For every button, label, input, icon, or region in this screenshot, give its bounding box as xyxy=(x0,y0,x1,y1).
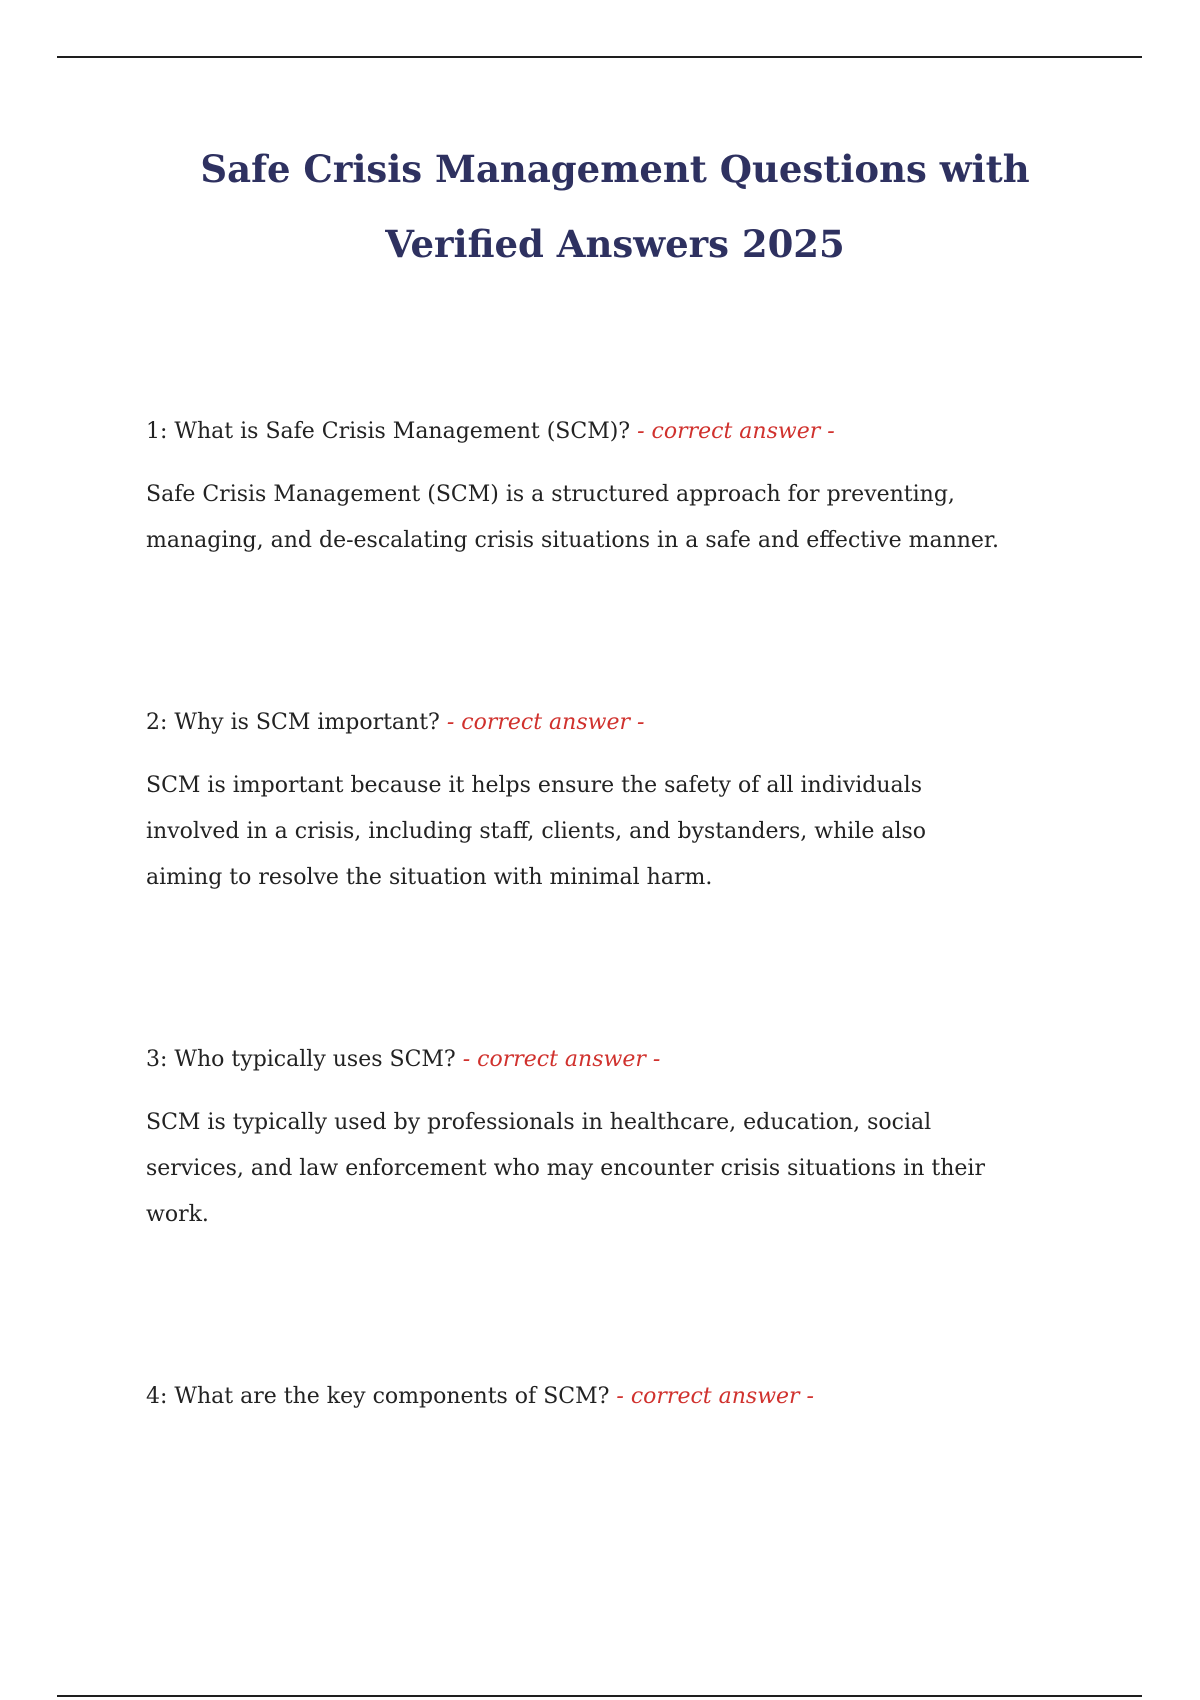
answer-line: aiming to resolve the situation with minimal harm. xyxy=(146,865,713,890)
qa-item-4 xyxy=(146,1382,1096,1412)
answer-line: managing, and de-escalating crisis situations in a safe and effective manner. xyxy=(146,528,1000,553)
answer-1 xyxy=(146,472,1096,564)
title-line-1: Safe Crisis Management Questions with xyxy=(200,147,1030,191)
correct-answer-marker: - correct answer - xyxy=(446,710,645,735)
answer-line: services, and law enforcement who may encounter crisis situations in their xyxy=(146,1156,985,1181)
question-2 xyxy=(146,708,1096,738)
question-4 xyxy=(146,1382,1096,1412)
document-title xyxy=(100,132,1130,282)
question-1 xyxy=(146,417,1096,447)
qa-item-2 xyxy=(146,708,1096,901)
answer-line: Safe Crisis Management (SCM) is a structured approach for preventing, xyxy=(146,482,955,507)
correct-answer-marker: - correct answer - xyxy=(637,419,835,444)
question-text: 4: What are the key components of SCM? xyxy=(146,1384,610,1409)
question-text: 2: Why is SCM important? xyxy=(146,710,440,735)
title-line-2: Verified Answers 2025 xyxy=(385,222,845,266)
top-rule xyxy=(57,56,1142,58)
answer-2 xyxy=(146,763,1096,901)
answer-line: SCM is important because it helps ensure the safety of all individuals xyxy=(146,773,922,798)
answer-line: work. xyxy=(146,1202,209,1227)
question-3 xyxy=(146,1045,1096,1075)
correct-answer-marker: - correct answer - xyxy=(616,1384,814,1409)
answer-line: involved in a crisis, including staff, clients, and bystanders, while also xyxy=(146,819,927,844)
qa-item-1 xyxy=(146,417,1096,564)
answer-line: SCM is typically used by professionals in healthcare, education, social xyxy=(146,1110,932,1135)
qa-item-3 xyxy=(146,1045,1096,1238)
bottom-rule xyxy=(57,1695,1142,1697)
question-text: 3: Who typically uses SCM? xyxy=(146,1047,456,1072)
answer-3 xyxy=(146,1100,1096,1238)
question-text: 1: What is Safe Crisis Management (SCM)? xyxy=(146,419,631,444)
correct-answer-marker: - correct answer - xyxy=(462,1047,661,1072)
